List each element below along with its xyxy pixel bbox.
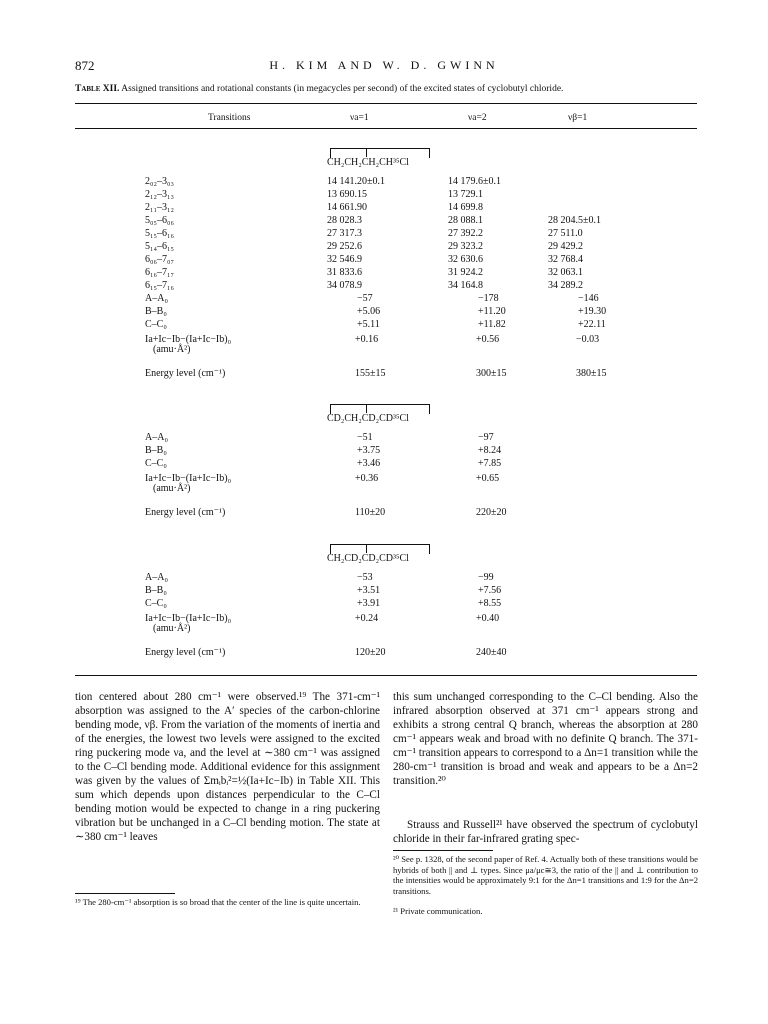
table-cell: 31 924.2 xyxy=(448,267,483,278)
page-number: 872 xyxy=(75,58,95,73)
table-cell: 34 289.2 xyxy=(548,280,583,291)
moment-value: +0.40 xyxy=(476,613,500,624)
table-cell: +8.55 xyxy=(478,598,502,609)
table-cell: −97 xyxy=(478,432,494,443)
table-cell: 32 063.1 xyxy=(548,267,583,278)
table-cell: +22.11 xyxy=(578,319,606,330)
table-cell: +3.75 xyxy=(357,445,381,456)
table-cell: 13 729.1 xyxy=(448,189,483,200)
table-cell: −146 xyxy=(578,293,599,304)
moment-value: −0.03 xyxy=(576,334,600,345)
table-cell: 31 833.6 xyxy=(327,267,362,278)
energy-label: Energy level (cm⁻¹) xyxy=(145,647,226,658)
col-head-va2: νa=2 xyxy=(468,113,487,123)
transition-label: B–B₀ xyxy=(145,585,167,596)
table-cell: +19.30 xyxy=(578,306,607,317)
table-cell: 14 141.20±0.1 xyxy=(327,176,385,187)
table-cell: 27 511.0 xyxy=(548,228,583,239)
footnote-20: ²⁰ See p. 1328, of the second paper of Ref. 4. Actually both of these transitions would be hybrids of both || and ⊥ types. Since μa/μc≅3, the ratio of the || and ⊥ contribution to the intensities would be approximately 9:1 for the Δn=1 transitions and 1:9 for the Δn=2 transitions. xyxy=(393,854,698,896)
molecule-label-2: CD₂CH₂CD₂CD³⁵Cl xyxy=(327,413,409,424)
table-caption xyxy=(75,84,705,94)
table-cell: +7.85 xyxy=(478,458,502,469)
transition-label: B–B₀ xyxy=(145,306,167,317)
table-cell: −53 xyxy=(357,572,373,583)
table-cell: −178 xyxy=(478,293,499,304)
col-head-vb1: νβ=1 xyxy=(568,113,588,123)
table-cell: 32 768.4 xyxy=(548,254,583,265)
transition-label: A–A₀ xyxy=(145,293,168,304)
table-cell: +7.56 xyxy=(478,585,502,596)
table-cell: 27 317.3 xyxy=(327,228,362,239)
footnote-19: ¹⁹ The 280-cm⁻¹ absorption is so broad that the center of the line is quite uncertain. xyxy=(75,897,361,907)
transition-label: 2₀₂–3₀₃ xyxy=(145,176,174,187)
table-cell: 28 088.1 xyxy=(448,215,483,226)
transition-label: B–B₀ xyxy=(145,445,167,456)
table-bottom-rule xyxy=(75,675,697,676)
table-cell: 27 392.2 xyxy=(448,228,483,239)
moment-value: +0.65 xyxy=(476,473,500,484)
energy-value: 120±20 xyxy=(355,647,386,658)
body-left-column: tion centered about 280 cm⁻¹ were observed.¹⁹ The 371-cm⁻¹ absorption was assigned to the A′ species of the carbon-chlorine bending mode, νβ. From the variation of the moments of inertia and of the energies, the lowest two levels were assigned to the excited ring puckering mode νa, and the level at ∼380 cm⁻¹ was assigned to the C–Cl bending mode. Additional evidence for this assignment was given by the values of Σmᵢbᵢ²=½(Ia+Ic−Ib) in Table XII. This sum which depends upon distances perpendicular to the C–Cl bending motion would be expected to change in a ring puckering vibration but be unchanged in a C–Cl bending motion. The state at ∼380 cm⁻¹ leaves xyxy=(75,691,380,843)
moment-label: Ia+Ic−Ib−(Ia+Ic−Ib)₀ xyxy=(145,334,232,345)
transition-label: C–C₀ xyxy=(145,458,167,469)
table-cell: +11.20 xyxy=(478,306,506,317)
energy-value: 110±20 xyxy=(355,507,386,518)
moment-unit: (amu·Å²) xyxy=(153,623,191,634)
table-cell: 29 429.2 xyxy=(548,241,583,252)
ring-bracket-mid-3 xyxy=(366,544,367,553)
table-header-rule xyxy=(75,128,697,129)
table-cell: 14 661.90 xyxy=(327,202,367,213)
table-cell: +5.11 xyxy=(357,319,380,330)
table-cell: −51 xyxy=(357,432,373,443)
running-head-authors: H. KIM AND W. D. GWINN xyxy=(269,58,499,72)
transition-label: 2₁₂–3₁₃ xyxy=(145,189,174,200)
table-top-rule xyxy=(75,103,697,104)
col-head-va1: νa=1 xyxy=(350,113,369,123)
table-cell: 29 323.2 xyxy=(448,241,483,252)
energy-value: 155±15 xyxy=(355,368,386,379)
moment-value: +0.16 xyxy=(355,334,379,345)
table-cell: 28 204.5±0.1 xyxy=(548,215,601,226)
table-cell: 32 630.6 xyxy=(448,254,483,265)
footnote-rule-right xyxy=(393,850,493,851)
moment-value: +0.36 xyxy=(355,473,379,484)
col-head-transitions: Transitions xyxy=(208,113,251,123)
energy-value: 220±20 xyxy=(476,507,507,518)
moment-value: +0.24 xyxy=(355,613,379,624)
table-cell: 14 699.8 xyxy=(448,202,483,213)
transition-label: C–C₀ xyxy=(145,598,167,609)
transition-label: 2₁₁–3₁₂ xyxy=(145,202,174,213)
moment-unit: (amu·Å²) xyxy=(153,344,191,355)
table-cell: +11.82 xyxy=(478,319,506,330)
transition-label: A–A₀ xyxy=(145,432,168,443)
transition-label: 5₁₄–6₁₅ xyxy=(145,241,174,252)
table-caption-label: Table XII. xyxy=(75,84,120,94)
transition-label: 5₁₅–6₁₆ xyxy=(145,228,174,239)
molecule-label-1: CH₂CH₂CH₂CH³⁵Cl xyxy=(327,157,409,168)
energy-value: 380±15 xyxy=(576,368,607,379)
footnote-21: ²¹ Private communication. xyxy=(393,906,483,916)
molecule-label-3: CH₂CD₂CD₂CD³⁵Cl xyxy=(327,553,409,564)
table-cell: −99 xyxy=(478,572,494,583)
ring-bracket-mid-2 xyxy=(366,404,367,413)
transition-label: 6₀₆–7₀₇ xyxy=(145,254,174,265)
energy-value: 300±15 xyxy=(476,368,507,379)
table-caption-text: Assigned transitions and rotational constants (in megacycles per second) of the excited states of cyclobutyl chloride. xyxy=(121,84,564,94)
moment-label: Ia+Ic−Ib−(Ia+Ic−Ib)₀ xyxy=(145,613,232,624)
body-right-column-2: Strauss and Russell²¹ have observed the spectrum of cyclobutyl chloride in their far-infrared grating spec- xyxy=(393,819,698,845)
moment-label: Ia+Ic−Ib−(Ia+Ic−Ib)₀ xyxy=(145,473,232,484)
table-cell: 34 078.9 xyxy=(327,280,362,291)
transition-label: A–A₀ xyxy=(145,572,168,583)
transition-label: 6₁₆–7₁₇ xyxy=(145,267,174,278)
table-cell: +3.51 xyxy=(357,585,381,596)
transition-label: 5₀₅–6₀₆ xyxy=(145,215,174,226)
ring-bracket-mid-1 xyxy=(366,148,367,157)
energy-value: 240±40 xyxy=(476,647,507,658)
moment-value: +0.56 xyxy=(476,334,500,345)
table-cell: +8.24 xyxy=(478,445,502,456)
transition-label: 6₁₅–7₁₆ xyxy=(145,280,174,291)
table-cell: +5.06 xyxy=(357,306,381,317)
footnote-rule-left xyxy=(75,893,175,894)
table-cell: +3.91 xyxy=(357,598,381,609)
table-cell: 14 179.6±0.1 xyxy=(448,176,501,187)
energy-label: Energy level (cm⁻¹) xyxy=(145,507,226,518)
table-cell: +3.46 xyxy=(357,458,381,469)
body-right-column-1: this sum unchanged corresponding to the C–Cl bending. Also the infrared absorption observed at 371 cm⁻¹ appears strong and exhibits a strong central Q branch, whereas the absorption at 280 cm⁻¹ appears weak and broad with no definite Q branch. The 371-cm⁻¹ transition appears to correspond to a Δn=1 transition while the 280-cm⁻¹ transition is broad and weak and appears to be a Δn=2 transition.²⁰ xyxy=(393,691,698,787)
table-cell: 32 546.9 xyxy=(327,254,362,265)
table-cell: 29 252.6 xyxy=(327,241,362,252)
table-cell: 34 164.8 xyxy=(448,280,483,291)
energy-label: Energy level (cm⁻¹) xyxy=(145,368,226,379)
table-cell: −57 xyxy=(357,293,373,304)
table-cell: 28 028.3 xyxy=(327,215,362,226)
transition-label: C–C₀ xyxy=(145,319,167,330)
moment-unit: (amu·Å²) xyxy=(153,483,191,494)
table-cell: 13 690.15 xyxy=(327,189,367,200)
